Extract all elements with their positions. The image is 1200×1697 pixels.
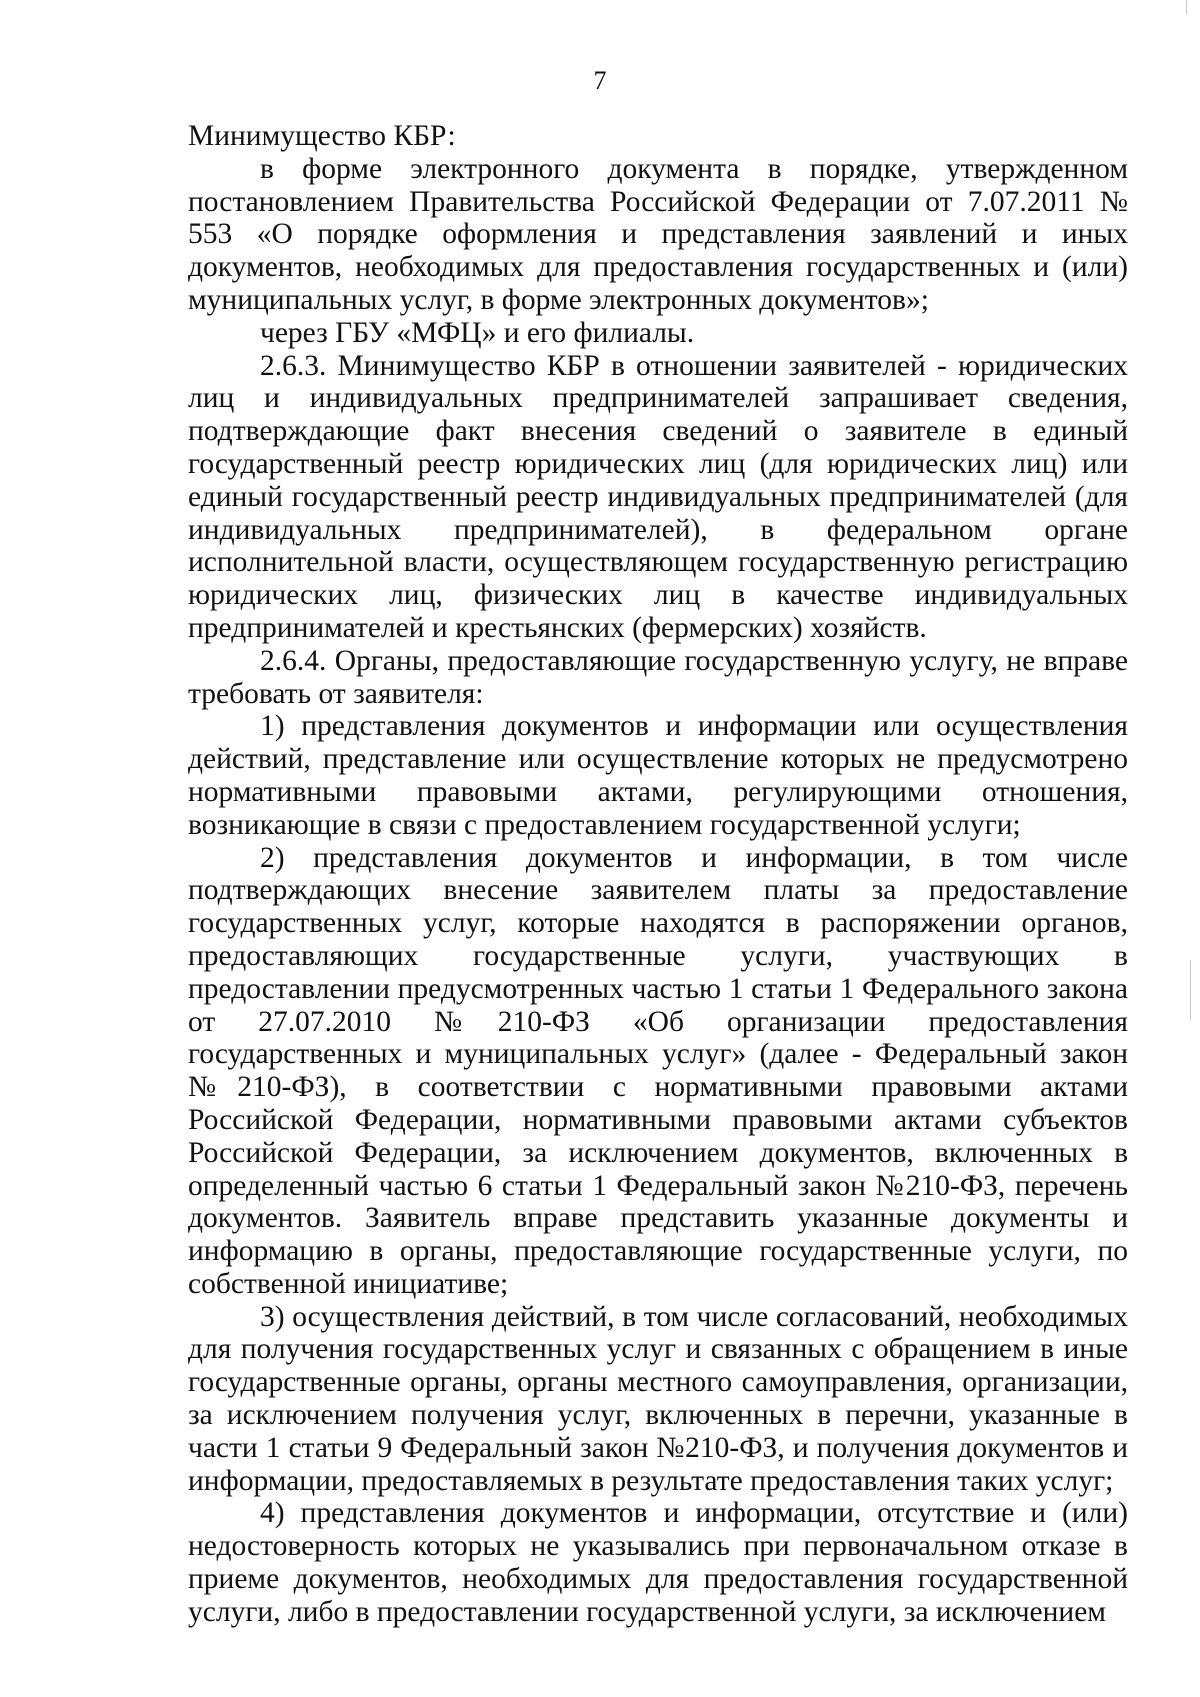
page-number: 7 bbox=[593, 66, 607, 95]
paragraph: в форме электронного документа в порядке, утвержденном постановлением Правительства Российской Федерации от 7.07.2011 № 553 «О порядке оформления и представления заявлений и иных документов, необходимых для предоставления государственных и (или) муниципальных услуг, в форме электронных документов»; bbox=[188, 152, 1128, 316]
paragraph: 2.6.4. Органы, предоставляющие государственную услугу, не вправе требовать от заявителя: bbox=[188, 644, 1128, 710]
paragraph: 4) представления документов и информации, отсутствие и (или) недостоверность которых не указывались при первоначальном отказе в приеме документов, необходимых для предоставления государственной услуги, либо в предоставлении государственной услуги, за исключением bbox=[188, 1497, 1128, 1628]
paragraph: 2) представления документов и информации, в том числе подтверждающих внесение заявителем платы за предоставление государственных услуг, которые находятся в распоряжении органов, предоставляющих государственные услуги, участвующих в предоставлении предусмотренных частью 1 статьи 1 Федерального закона от 27.07.2010 №210-ФЗ «Об организации предоставления государственных и муниципальных услуг» (далее - Федеральный закон №210-ФЗ), в соответствии с нормативными правовыми актами Российской Федерации, нормативными правовыми актами субъектов Российской Федерации, за исключением документов, включенных в определенный частью 6 статьи 1 Федеральный закон №210-ФЗ, перечень документов. Заявитель вправе представить указанные документы и информацию в органы, предоставляющие государственные услуги, по собственной инициативе; bbox=[188, 841, 1128, 1300]
paragraph: Минимущество КБР: bbox=[188, 120, 456, 152]
paragraph: через ГБУ «МФЦ» и его филиалы. bbox=[260, 316, 695, 349]
paragraph: 1) представления документов и информации или осуществления действий, представление или осуществление которых не предусмотрено нормативными правовыми актами, регулирующими отношения, возникающие в связи с предоставлением государственной услуги; bbox=[188, 710, 1128, 841]
scan-edge-mark bbox=[1186, 0, 1187, 14]
paragraph: 3) осуществления действий, в том числе согласований, необходимых для получения государственных услуг и связанных с обращением в иные государственные органы, органы местного самоуправления, организации, за исключением получения услуг, включенных в перечни, указанные в части 1 статьи 9 Федеральный закон №210-ФЗ, и получения документов и информации, предоставляемых в результате предоставления таких услуг; bbox=[188, 1300, 1128, 1497]
paragraph: 2.6.3. Минимущество КБР в отношении заявителей - юридических лиц и индивидуальных предпринимателей запрашивает сведения, подтверждающие факт внесения сведений о заявителе в единый государственный реестр юридических лиц (для юридических лиц) или единый государственный реестр индивидуальных предпринимателей (для индивидуальных предпринимателей), в федеральном органе исполнительной власти, осуществляющем государственную регистрацию юридических лиц, физических лиц в качестве индивидуальных предпринимателей и крестьянских (фермерских) хозяйств. bbox=[188, 349, 1128, 644]
document-body bbox=[188, 120, 1128, 1629]
scan-edge-mark bbox=[1190, 960, 1191, 1020]
